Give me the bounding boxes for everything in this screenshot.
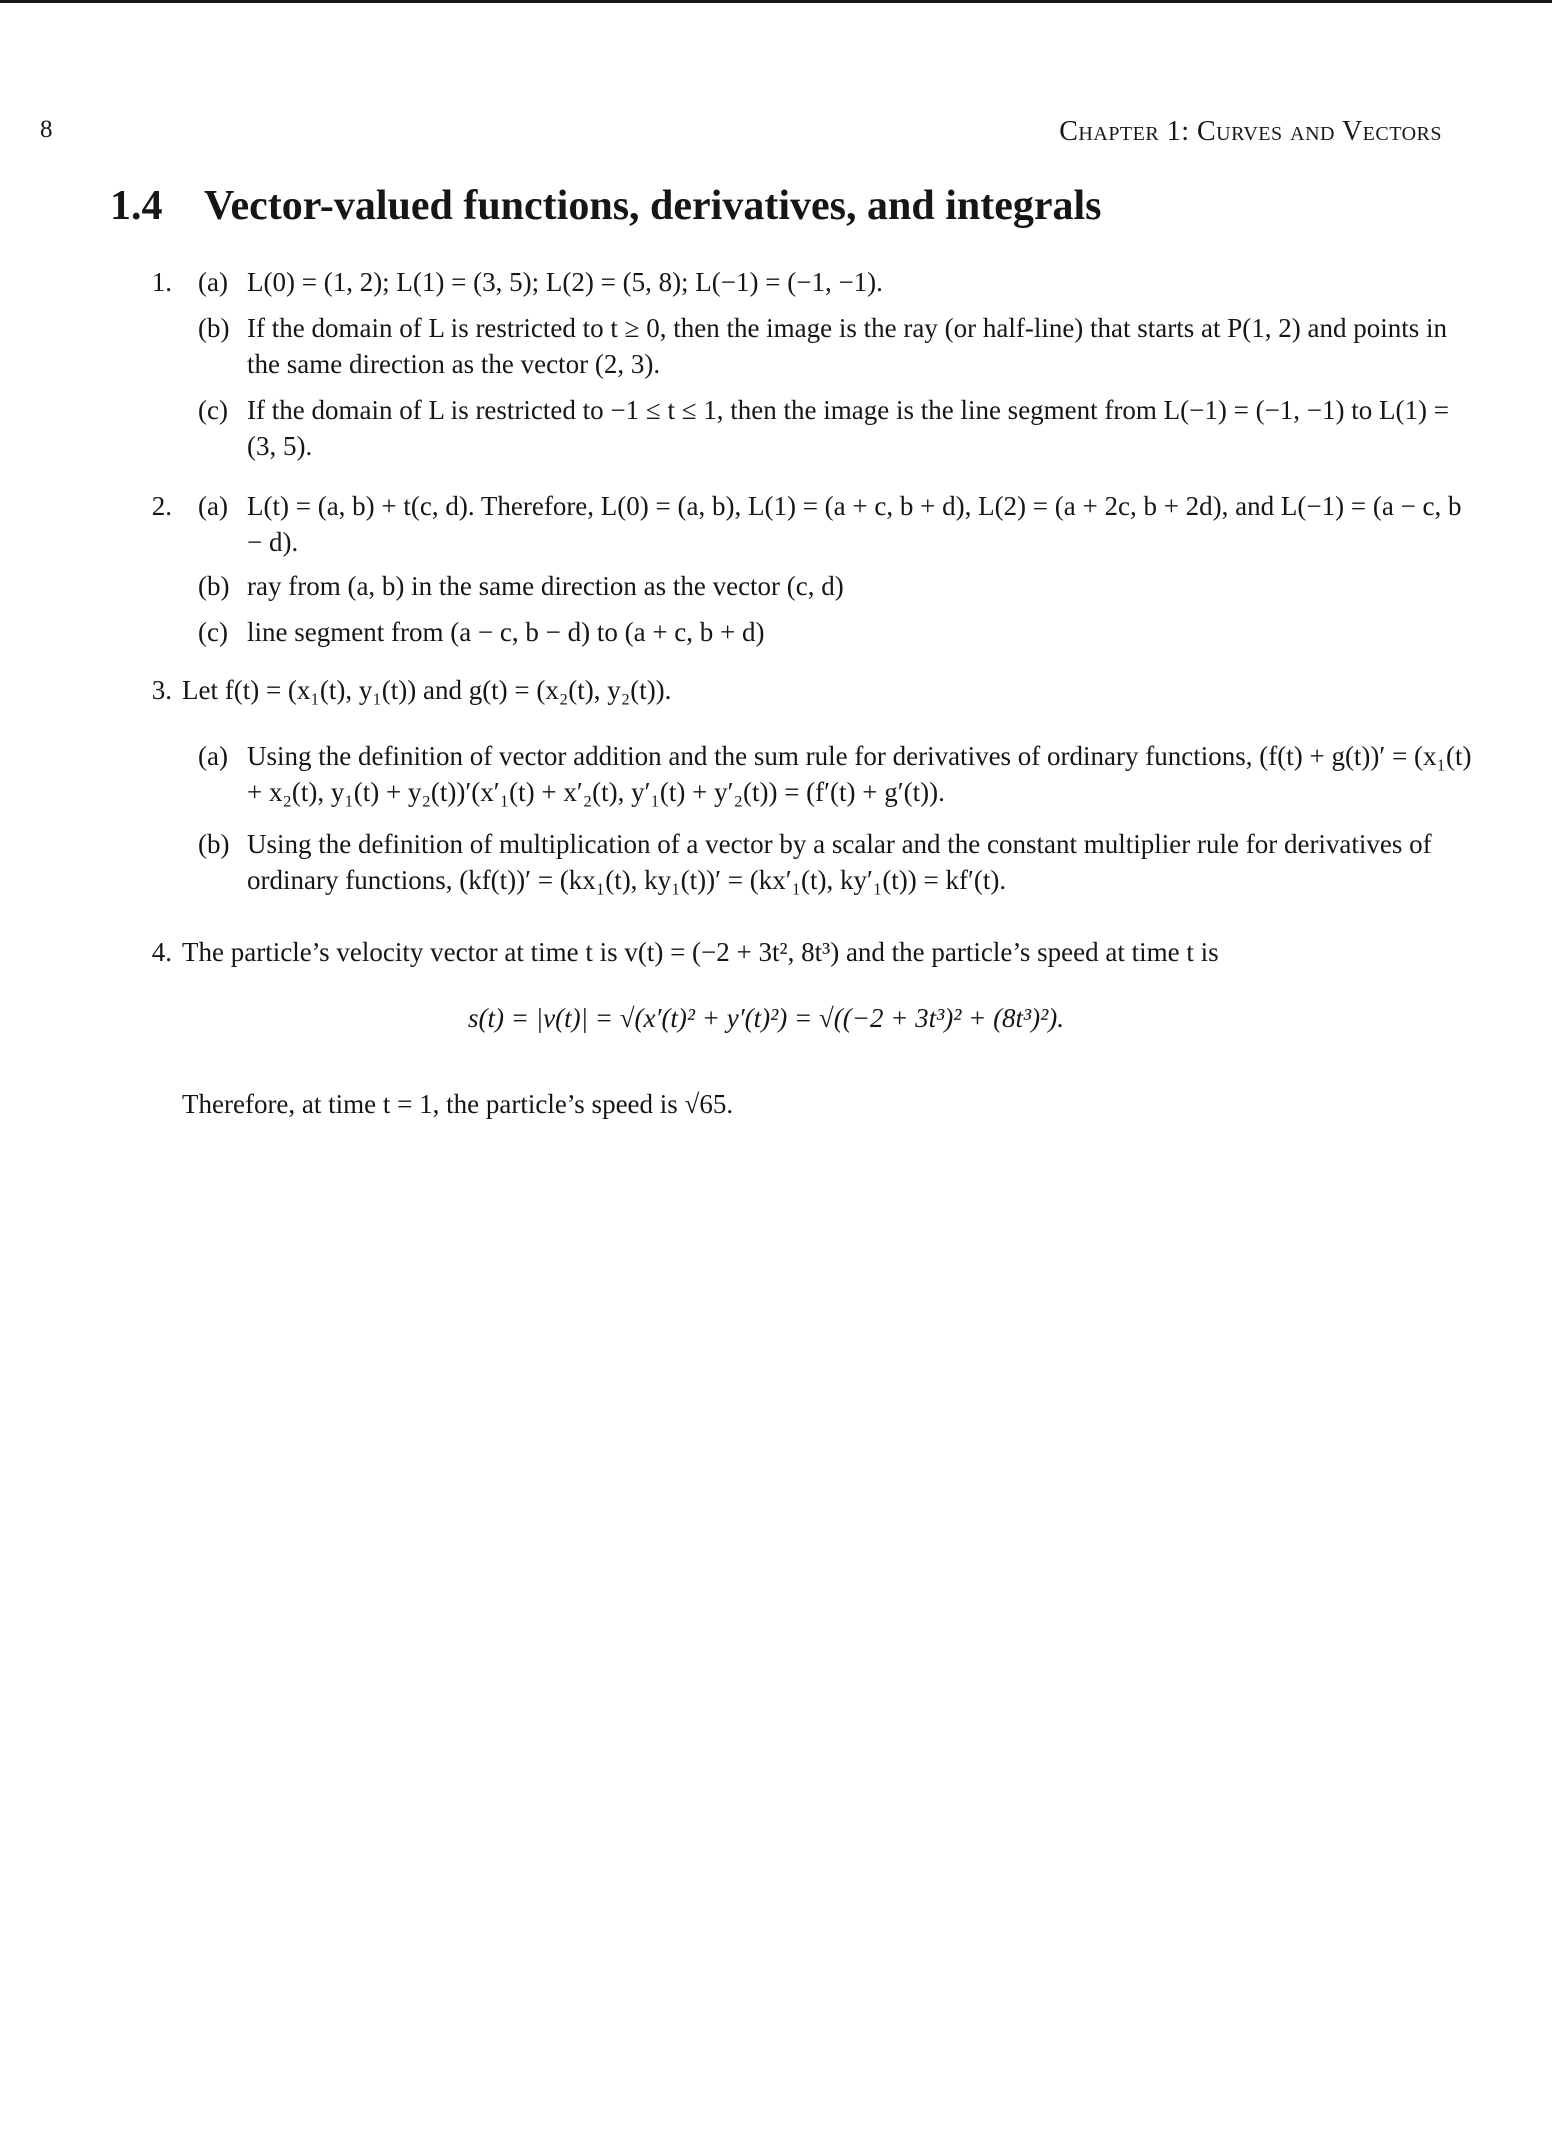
part-text: If the domain of L is restricted to t ≥ 0, then the image is the ray (or half-line) that starts at P(1, 2) and points in the same direction as the vector (2, 3).	[247, 313, 1448, 379]
part-label: (b)	[198, 571, 230, 601]
part-label: (a)	[198, 741, 228, 771]
part-text: Using the definition of vector addition and the sum rule for derivatives of ordinary functions, (f(t) + g(t))′ = (x₁(t) + x₂(t), y₁(t) + y₂(t))′(x′₁(t) + x′₂(t), y′₁(t) + y′₂(t)) = (f′(t) + g′(t)).	[247, 741, 1472, 807]
part-label: (a)	[198, 267, 228, 297]
part-text: L(0) = (1, 2); L(1) = (3, 5); L(2) = (5, 8); L(−1) = (−1, −1).	[247, 267, 883, 297]
part-text: L(t) = (a, b) + t(c, d). Therefore, L(0) = (a, b), L(1) = (a + c, b + d), L(2) = (a + 2c, b + 2d), and L(−1) = (a − c, b − d).	[247, 491, 1462, 557]
part-label: (b)	[198, 313, 230, 343]
section-title: Vector-valued functions, derivatives, and integrals	[204, 183, 1102, 229]
part-label: (a)	[198, 491, 228, 521]
running-head: Chapter 1: Curves and Vectors	[1059, 116, 1442, 147]
part-label: (b)	[198, 829, 230, 859]
part-text: ray from (a, b) in the same direction as the vector (c, d)	[247, 571, 844, 601]
exercise-number: 3.	[151, 675, 172, 705]
top-rule	[0, 0, 1552, 3]
exercise-part	[198, 826, 1478, 898]
exercise-part	[198, 488, 1478, 560]
page-number: 8	[40, 116, 53, 143]
section-number: 1.4	[110, 183, 163, 229]
part-text: line segment from (a − c, b − d) to (a + c, b + d)	[247, 617, 765, 647]
exercise-part	[198, 614, 1478, 650]
exercise-part	[198, 738, 1478, 810]
part-label: (c)	[198, 395, 228, 425]
exercise-conclusion: Therefore, at time t = 1, the particle’s speed is √65.	[182, 1089, 734, 1119]
exercise-intro: Let f(t) = (x₁(t), y₁(t)) and g(t) = (x₂(t), y₂(t)).	[182, 675, 672, 705]
exercise-number: 2.	[151, 491, 172, 521]
section-heading	[110, 182, 1102, 230]
part-text: If the domain of L is restricted to −1 ≤ t ≤ 1, then the image is the line segment from L(−1) = (−1, −1) to L(1) = (3, 5).	[247, 395, 1449, 461]
exercise-number: 4.	[151, 937, 172, 967]
exercise-part	[198, 392, 1478, 464]
part-text: Using the definition of multiplication of a vector by a scalar and the constant multiplier rule for derivatives of ordinary functions, (kf(t))′ = (kx₁(t), ky₁(t))′ = (kx′₁(t), ky′₁(t)) = kf′(t).	[247, 829, 1432, 895]
exercise-intro: The particle’s velocity vector at time t is v(t) = (−2 + 3t², 8t³) and the particle’s speed at time t is	[182, 937, 1219, 967]
display-equation: s(t) = |v(t)| = √(x′(t)² + y′(t)²) = √((−2 + 3t³)² + (8t³)²).	[468, 1003, 1064, 1033]
exercise-part	[198, 310, 1478, 382]
exercise-number: 1.	[151, 267, 172, 297]
exercise-part	[198, 568, 1478, 604]
exercise-part	[198, 264, 1478, 300]
page-header	[40, 116, 1442, 156]
part-label: (c)	[198, 617, 228, 647]
